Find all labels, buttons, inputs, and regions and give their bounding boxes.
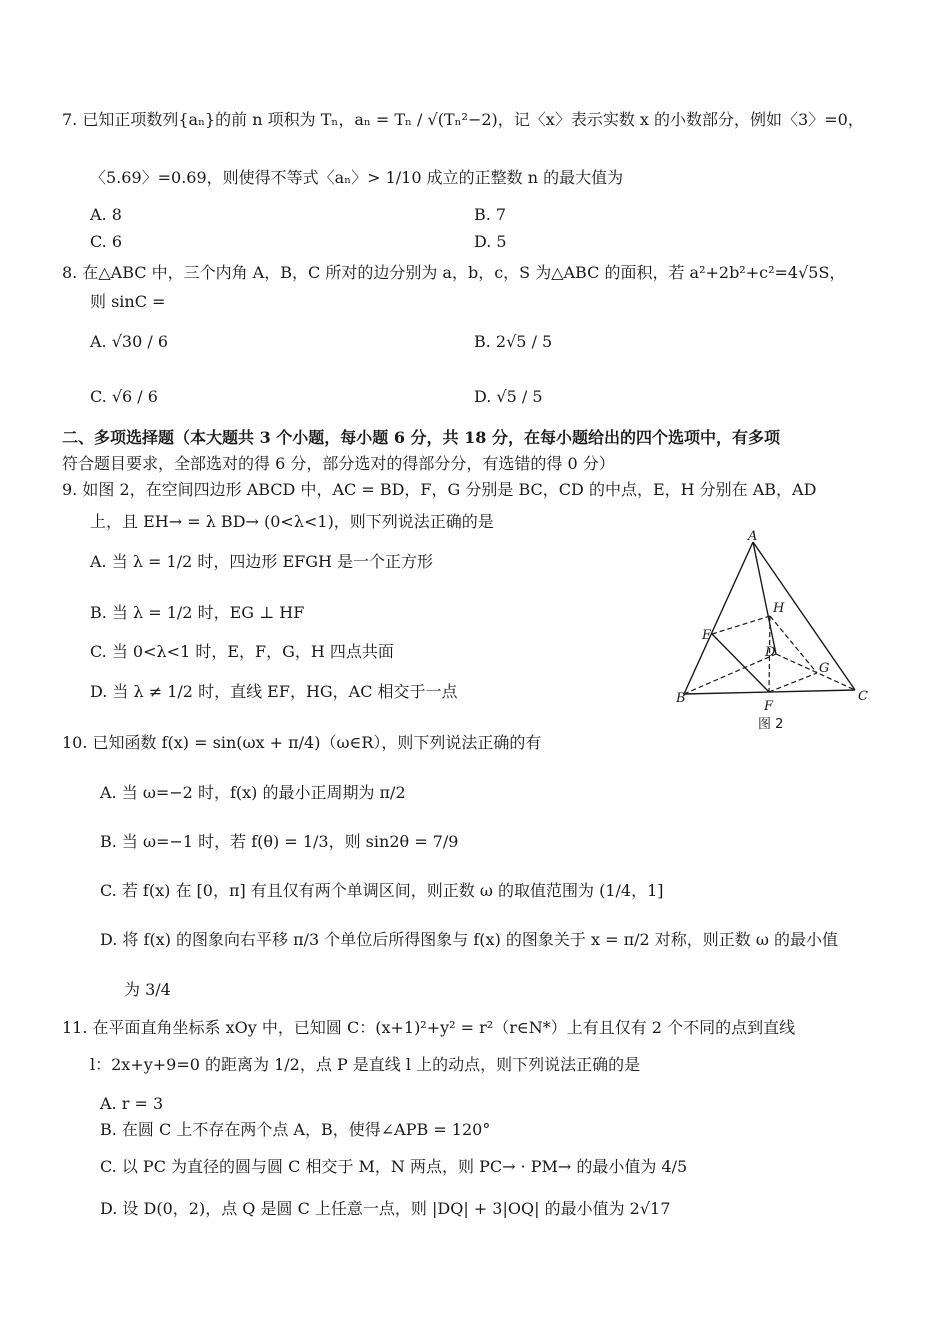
- label-h: H: [773, 601, 785, 616]
- tetrahedron-diagram: [672, 529, 872, 732]
- q11-option-c: C. 以 PC 为直径的圆与圆 C 相交于 M，N 两点，则 PC→ · PM→ 的最小值为 4/5: [100, 1157, 688, 1176]
- figure-caption: 图 2: [758, 717, 784, 732]
- segment-fg: [769, 673, 817, 692]
- segment-eh: [712, 616, 770, 634]
- q9-option-a: A. 当 λ = 1/2 时，四边形 EFGH 是一个正方形: [90, 552, 434, 571]
- q7-option-c: C. 6: [90, 232, 123, 251]
- q11-stem-line2: l：2x+y+9=0 的距离为 1/2，点 P 是直线 l 上的动点，则下列说法正确的是: [90, 1055, 641, 1074]
- q10-option-c: C. 若 f(x) 在 [0，π] 有且仅有两个单调区间，则正数 ω 的取值范围为 (1/4，1]: [100, 881, 664, 900]
- q10-option-d-line2: 为 3/4: [124, 980, 171, 999]
- q9-option-d: D. 当 λ ≠ 1/2 时，直线 EF，HG，AC 相交于一点: [90, 682, 458, 701]
- q8-stem-line2: 则 sinC =: [90, 292, 166, 311]
- q10-stem-line1: 10. 已知函数 f(x) = sin(ωx + π/4)（ω∈R），则下列说法正确的有: [62, 733, 542, 752]
- q7-stem-line1: 7. 已知正项数列{aₙ}的前 n 项积为 Tₙ，aₙ = Tₙ / √(Tₙ²−2)，记〈x〉表示实数 x 的小数部分，例如〈3〉=0，: [62, 110, 864, 129]
- edge-bd: [684, 654, 776, 694]
- q9-option-c: C. 当 0<λ<1 时，E，F，G，H 四点共面: [90, 642, 394, 661]
- tetrahedron-figure: [672, 529, 872, 732]
- q7-stem-line2: 〈5.69〉=0.69，则使得不等式〈aₙ〉> 1/10 成立的正整数 n 的最大值为: [90, 168, 624, 187]
- label-f: F: [764, 699, 774, 714]
- q8-option-c: C. √6 / 6: [90, 387, 158, 406]
- label-g: G: [819, 661, 830, 676]
- q8-stem-line1: 8. 在△ABC 中，三个内角 A，B，C 所对的边分别为 a，b，c，S 为△ABC 的面积，若 a²+2b²+c²=4√5S，: [62, 263, 846, 282]
- q8-option-b: B. 2√5 / 5: [474, 332, 553, 351]
- label-e: E: [702, 628, 712, 643]
- q9-option-b: B. 当 λ = 1/2 时，EG ⊥ HF: [90, 603, 305, 622]
- section-2-heading-line1: 二、多项选择题（本大题共 3 个小题，每小题 6 分，共 18 分，在每小题给出的四个选项中，有多项: [62, 428, 780, 447]
- label-b: B: [676, 691, 686, 706]
- q9-stem-line2: 上，且 EH→ = λ BD→ (0<λ<1)，则下列说法正确的是: [90, 512, 494, 531]
- section-2-heading-line2: 符合题目要求，全部选对的得 6 分，部分选对的得部分分，有选错的得 0 分）: [62, 454, 615, 473]
- q7-option-d: D. 5: [474, 232, 507, 251]
- q7-option-b: B. 7: [474, 205, 507, 224]
- q10-option-d-line1: D. 将 f(x) 的图象向右平移 π/3 个单位后所得图象与 f(x) 的图象关于 x = π/2 对称，则正数 ω 的最小值: [100, 930, 838, 949]
- label-c: C: [858, 689, 868, 704]
- segment-ef: [712, 634, 769, 692]
- q11-option-b: B. 在圆 C 上不存在两个点 A，B，使得∠APB = 120°: [100, 1120, 491, 1139]
- label-d: D: [765, 645, 776, 660]
- q11-option-a: A. r = 3: [100, 1094, 164, 1113]
- q11-stem-line1: 11. 在平面直角坐标系 xOy 中，已知圆 C：(x+1)²+y² = r²（r∈N*）上有且仅有 2 个不同的点到直线: [62, 1018, 796, 1037]
- q11-option-d: D. 设 D(0，2)，点 Q 是圆 C 上任意一点，则 |DQ| + 3|OQ| 的最小值为 2√17: [100, 1199, 671, 1218]
- q7-option-a: A. 8: [90, 205, 122, 224]
- label-a: A: [748, 529, 758, 544]
- q8-option-d: D. √5 / 5: [474, 387, 543, 406]
- q8-option-a: A. √30 / 6: [90, 332, 169, 351]
- edge-ab: [684, 542, 753, 694]
- q10-option-a: A. 当 ω=−2 时，f(x) 的最小正周期为 π/2: [100, 783, 406, 802]
- q9-stem-line1: 9. 如图 2，在空间四边形 ABCD 中，AC = BD，F，G 分别是 BC，CD 的中点，E，H 分别在 AB，AD: [62, 480, 817, 499]
- q10-option-b: B. 当 ω=−1 时，若 f(θ) = 1/3，则 sin2θ = 7/9: [100, 832, 459, 851]
